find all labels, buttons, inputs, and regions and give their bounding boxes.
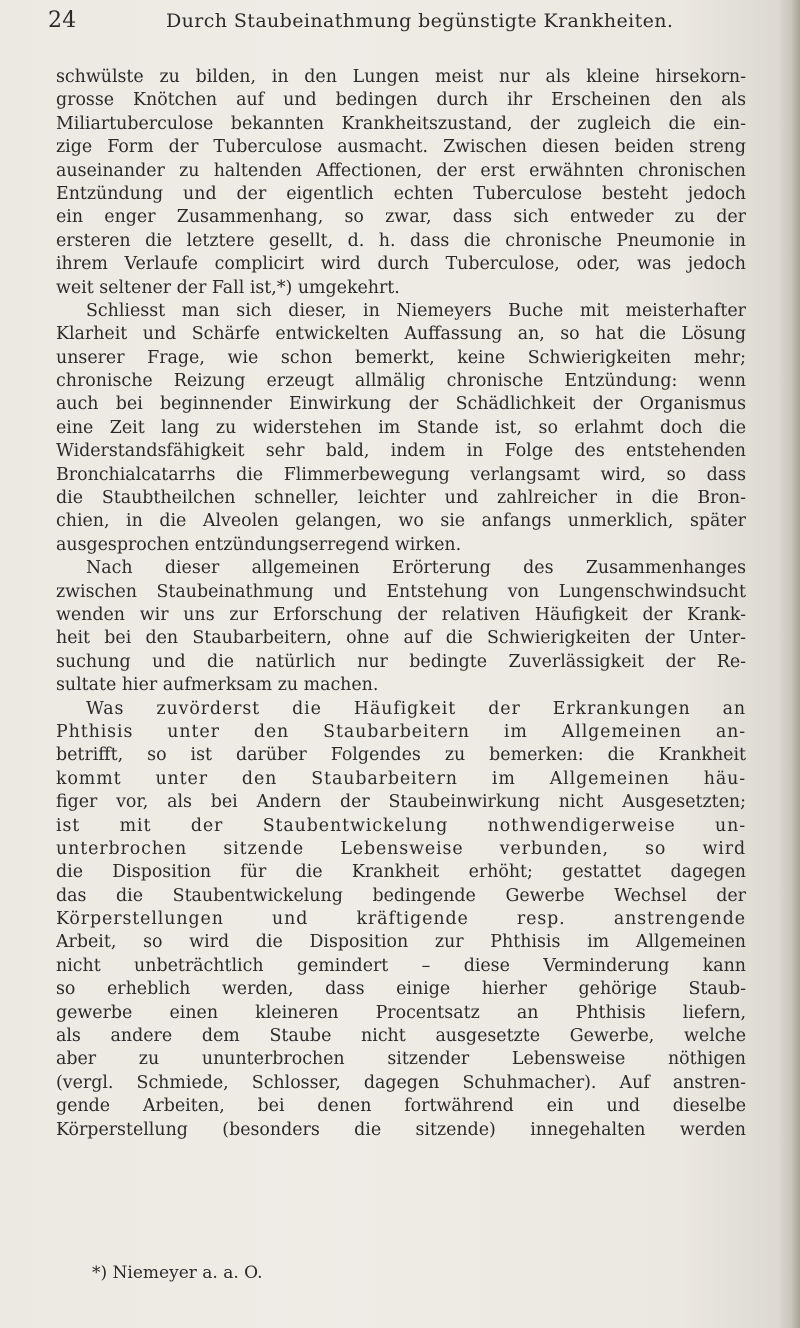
text-line: chronische Reizung erzeugt allmälig chronische Entzündung: wenn	[56, 371, 746, 392]
text-line: kommt unter den Staubarbeitern im Allgemeinen häu-	[56, 768, 746, 789]
text-line: Klarheit und Schärfe entwickelten Auffassung an, so hat die Lösung	[56, 324, 746, 345]
page-header	[48, 6, 738, 36]
text-line: nicht unbeträchtlich gemindert – diese Verminderung kann	[56, 955, 746, 976]
text-line: gewerbe einen kleineren Procentsatz an Phthisis liefern,	[56, 1002, 746, 1023]
text-line: auseinander zu haltenden Affectionen, der erst erwähnten chronischen	[56, 160, 746, 181]
text-line: Phthisis unter den Staubarbeitern im Allgemeinen an-	[56, 721, 746, 742]
page-edge-shadow	[778, 0, 800, 1328]
text-line: ist mit der Staubentwickelung nothwendigerweise un-	[56, 815, 746, 836]
text-line: ein enger Zusammenhang, so zwar, dass sich entweder zu der	[56, 207, 746, 228]
text-line: wenden wir uns zur Erforschung der relativen Häufigkeit der Krank-	[56, 604, 746, 625]
text-line: eine Zeit lang zu widerstehen im Stande ist, so erlahmt doch die	[56, 417, 746, 438]
text-line: zige Form der Tuberculose ausmacht. Zwischen diesen beiden streng	[56, 137, 746, 158]
text-line: (vergl. Schmiede, Schlosser, dagegen Schuhmacher). Auf anstren-	[56, 1072, 746, 1093]
text-line: ersteren die letztere gesellt, d. h. dass die chronische Pneumonie in	[56, 230, 746, 251]
footnote: *) Niemeyer a. a. O.	[92, 1263, 263, 1283]
text-line: die Disposition für die Krankheit erhöht; gestattet dagegen	[56, 862, 746, 883]
text-line: heit bei den Staubarbeitern, ohne auf die Schwierigkeiten der Unter-	[56, 628, 746, 649]
text-line: weit seltener der Fall ist,*) umgekehrt.	[56, 277, 400, 298]
text-line: Was zuvörderst die Häufigkeit der Erkrankungen an	[86, 698, 746, 719]
text-line: ausgesprochen entzündungserregend wirken.	[56, 534, 462, 555]
text-line: Schliesst man sich dieser, in Niemeyers Buche mit meisterhafter	[86, 300, 746, 321]
text-line: Widerstandsfähigkeit sehr bald, indem in Folge des entstehenden	[56, 441, 746, 462]
text-line: sultate hier aufmerksam zu machen.	[56, 675, 379, 696]
text-line: ihrem Verlaufe complicirt wird durch Tuberculose, oder, was jedoch	[56, 254, 746, 275]
text-line: schwülste zu bilden, in den Lungen meist nur als kleine hirsekorn-	[56, 67, 746, 87]
text-line: als andere dem Staube nicht ausgesetzte Gewerbe, welche	[56, 1026, 746, 1047]
text-line: Körperstellungen und kräftigende resp. anstrengende	[56, 909, 746, 930]
text-line: auch bei beginnender Einwirkung der Schädlichkeit der Organismus	[56, 394, 746, 415]
text-line: unserer Frage, wie schon bemerkt, keine Schwierigkeiten mehr;	[56, 347, 746, 368]
text-line: unterbrochen sitzende Lebensweise verbunden, so wird	[56, 838, 746, 859]
text-line: die Staubtheilchen schneller, leichter und zahlreicher in die Bron-	[56, 488, 746, 509]
text-line: betrifft, so ist darüber Folgendes zu bemerken: die Krankheit	[56, 745, 746, 766]
body-text	[56, 66, 746, 1142]
text-line: grosse Knötchen auf und bedingen durch ihr Erscheinen den als	[56, 90, 746, 111]
text-line: Arbeit, so wird die Disposition zur Phthisis im Allgemeinen	[56, 932, 746, 953]
text-line: Miliartuberculose bekannten Krankheitszustand, der zugleich die ein-	[56, 113, 746, 134]
text-line: Nach dieser allgemeinen Erörterung des Zusammenhanges	[86, 558, 746, 579]
text-line: aber zu ununterbrochen sitzender Lebensweise nöthigen	[56, 1049, 746, 1070]
text-line: gende Arbeiten, bei denen fortwährend ein und dieselbe	[56, 1096, 746, 1117]
text-line: Körperstellung (besonders die sitzende) innegehalten werden	[56, 1119, 746, 1140]
text-line: suchung und die natürlich nur bedingte Zuverlässigkeit der Re-	[56, 651, 746, 672]
text-line: figer vor, als bei Andern der Staubeinwirkung nicht Ausgesetzten;	[56, 792, 746, 813]
text-line: das die Staubentwickelung bedingende Gewerbe Wechsel der	[56, 885, 746, 906]
text-line: Entzündung und der eigentlich echten Tuberculose besteht jedoch	[56, 183, 746, 204]
running-title: Durch Staubeinathmung begünstigte Krankheiten.	[166, 10, 674, 32]
text-line: so erheblich werden, dass einige hierher gehörige Staub-	[56, 979, 746, 1000]
text-line: Bronchialcatarrhs die Flimmerbewegung verlangsamt wird, so dass	[56, 464, 746, 485]
page-number: 24	[48, 8, 77, 33]
text-line: chien, in die Alveolen gelangen, wo sie anfangs unmerklich, später	[56, 511, 746, 532]
text-line: zwischen Staubeinathmung und Entstehung von Lungenschwindsucht	[56, 581, 746, 602]
